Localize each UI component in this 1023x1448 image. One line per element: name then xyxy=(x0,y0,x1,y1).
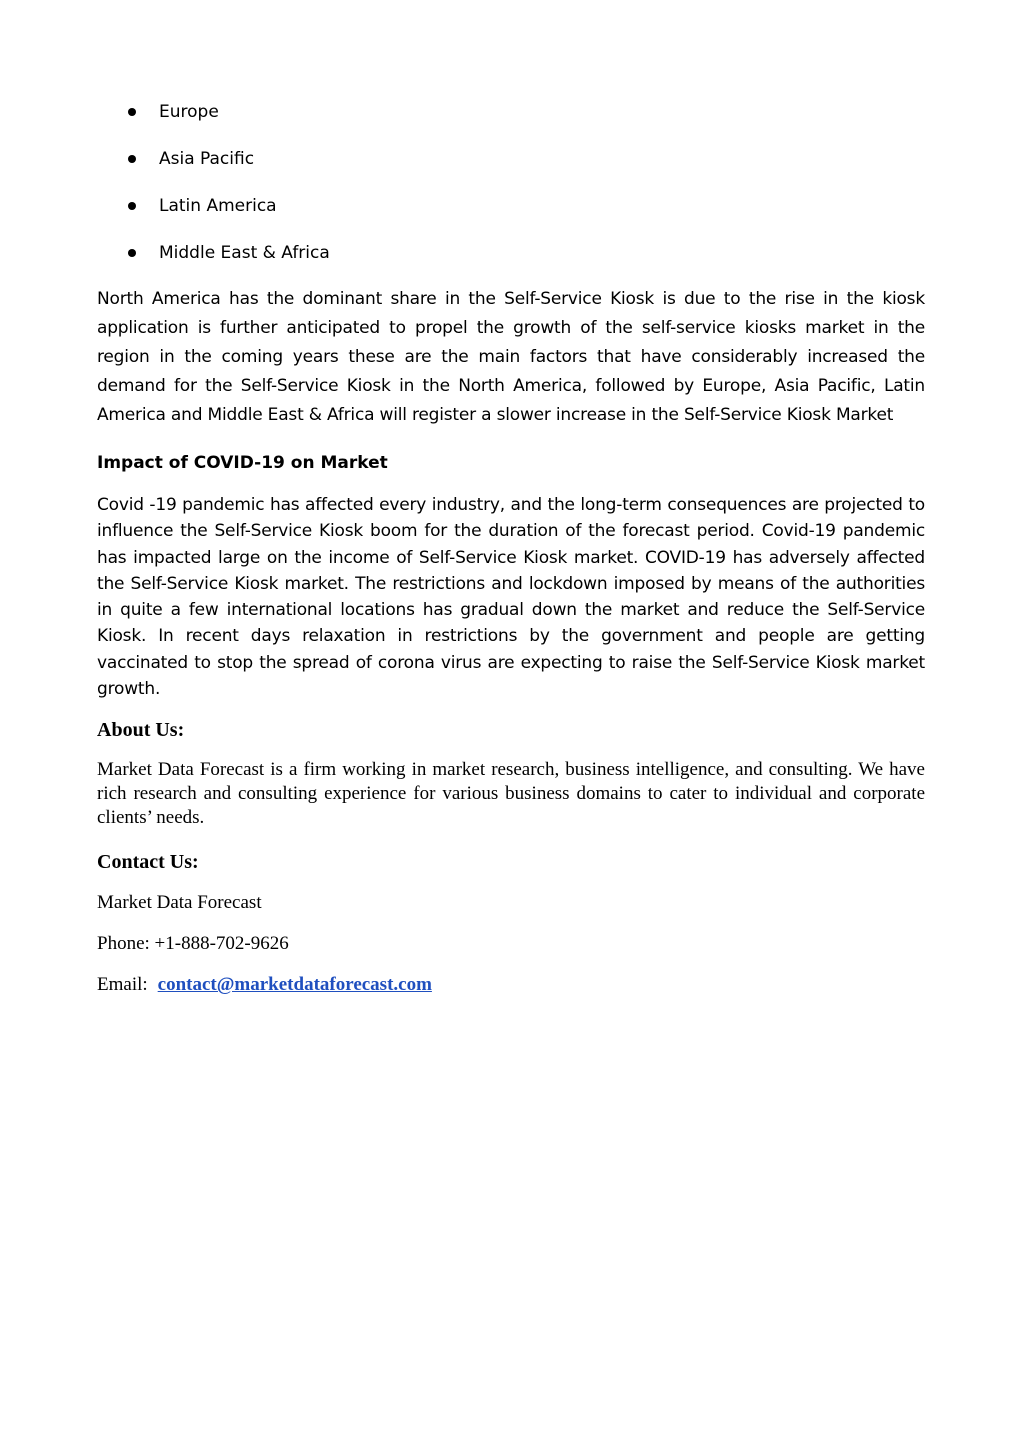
page-content xyxy=(97,97,925,1000)
list-item xyxy=(97,191,925,238)
regions-list xyxy=(97,97,925,285)
list-item xyxy=(97,144,925,191)
covid-heading: Impact of COVID-19 on Market xyxy=(97,453,388,473)
list-item xyxy=(97,238,925,285)
list-item-label: Asia Pacific xyxy=(159,149,255,169)
list-item-label: Middle East & Africa xyxy=(159,243,330,263)
contact-company: Market Data Forecast xyxy=(97,892,262,914)
covid-paragraph: Covid -19 pandemic has affected every industry, and the long-term consequences are projected to influence the Self-Service Kiosk boom for the duration of the forecast period. Covid-19 pandemic has impacted large on the income of Self-Service Kiosk market. COVID-19 has adversely affected the Self-Service Kiosk market. The restrictions and lockdown imposed by means of the authorities in quite a few international locations has gradual down the market and reduce the Self-Service Kiosk. In recent days relaxation in restrictions by the government and people are getting vaccinated to stop the spread of corona virus are expecting to raise the Self-Service Kiosk market growth. xyxy=(97,495,925,700)
about-paragraph: Market Data Forecast is a firm working in market research, business intelligence, and consulting. We have rich research and consulting experience for various business domains to cater to individual and corporate clients’ needs. xyxy=(97,759,925,829)
bullet-icon xyxy=(128,202,136,210)
bullet-icon xyxy=(128,155,136,163)
email-link[interactable]: contact@marketdataforecast.com xyxy=(157,974,432,996)
bullet-icon xyxy=(128,249,136,257)
list-item-label: Europe xyxy=(159,102,219,122)
about-heading: About Us: xyxy=(97,719,185,742)
bullet-icon xyxy=(128,108,136,116)
contact-phone: Phone: +1-888-702-9626 xyxy=(97,933,289,955)
email-label: Email: xyxy=(97,974,148,996)
contact-heading: Contact Us: xyxy=(97,851,199,874)
list-item xyxy=(97,97,925,144)
regional-paragraph: North America has the dominant share in the Self-Service Kiosk is due to the rise in the kiosk application is further anticipated to propel the growth of the self-service kiosks market in the region in the coming years these are the main factors that have considerably increased the demand for the Self-Service Kiosk in the North America, followed by Europe, Asia Pacific, Latin America and Middle East & Africa will register a slower increase in the Self-Service Kiosk Market xyxy=(97,289,925,425)
contact-email-line xyxy=(97,970,925,1000)
list-item-label: Latin America xyxy=(159,196,277,216)
